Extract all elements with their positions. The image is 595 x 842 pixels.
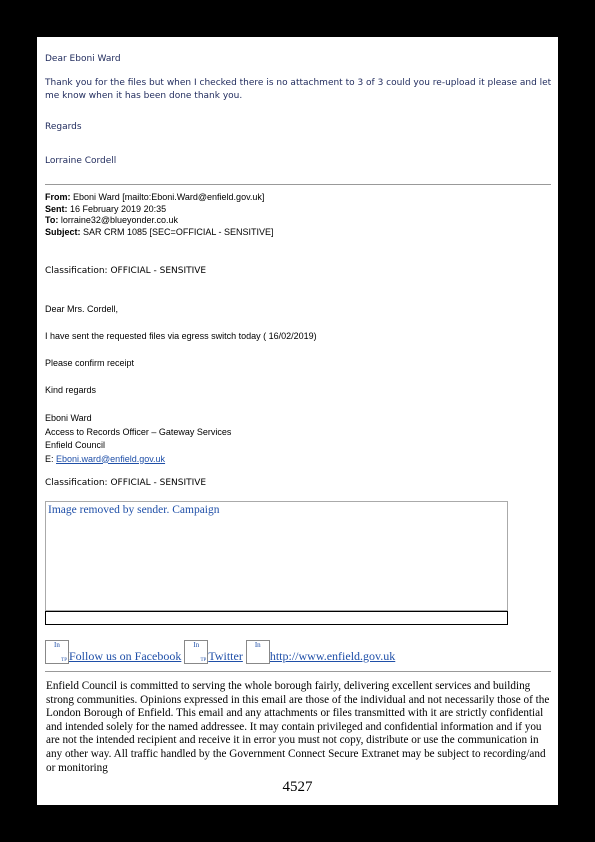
sig-email-label: E:: [45, 453, 57, 464]
campaign-banner-alt: Image removed by sender. Campaign: [48, 504, 220, 516]
reply-greeting: Dear Eboni Ward: [45, 54, 121, 64]
sent-value: 16 February 2019 20:35: [70, 203, 167, 214]
to-label: To:: [45, 215, 59, 225]
original-line1: I have sent the requested files via egress switch today ( 16/02/2019): [45, 331, 317, 341]
subject-row: [45, 227, 274, 239]
broken-image-icon: In TP: [184, 640, 208, 664]
sent-row: [45, 204, 274, 216]
social-links-row: [45, 640, 395, 664]
original-closing: Kind regards: [45, 385, 97, 395]
reply-signature: Lorraine Cordell: [45, 156, 117, 166]
broken-image-icon: In TP: [45, 640, 69, 664]
classification-top: Classification: OFFICIAL - SENSITIVE: [45, 266, 207, 276]
sent-label: Sent:: [45, 203, 68, 214]
sig-email-link[interactable]: Eboni.ward@enfield.gov.uk: [56, 453, 166, 464]
disclaimer-text: Enfield Council is committed to serving the whole borough fairly, delivering excellent services and building strong communities. Opinions expressed in this email are those of the individual and not necessarily those of the London Borough of Enfield. This email and any attachments or files transmitted with it are strictly confidential and intended solely for the named addressee. It may contain privileged and confidential information and if you are not the intended recipient and receive it in error you must not copy, distribute or use the communication in any other way. All traffic handled by the Government Connect Secure Extranet may be subject to recording/and or monitoring: [46, 680, 550, 774]
from-label: From:: [45, 192, 71, 202]
page-number: 4527: [282, 779, 313, 795]
website-link[interactable]: http://www.enfield.gov.uk: [269, 649, 396, 663]
broken-image-icon: In: [246, 640, 270, 664]
banner-bar: [45, 611, 508, 625]
sig-email-row: [45, 453, 231, 467]
reply-body: Thank you for the files but when I checked there is no attachment to 3 of 3 could you re-upload it please and let me know when it has been done thank you.: [45, 78, 552, 101]
sig-title: Access to Records Officer – Gateway Services: [45, 426, 232, 437]
reply-regards: Regards: [45, 122, 82, 132]
subject-label: Subject:: [45, 226, 81, 237]
facebook-link[interactable]: Follow us on Facebook: [69, 649, 182, 663]
classification-bottom: Classification: OFFICIAL - SENSITIVE: [45, 478, 207, 488]
to-row: [45, 215, 274, 227]
sig-org: Enfield Council: [45, 440, 106, 450]
footer-divider: [45, 671, 551, 672]
original-signature: [45, 412, 231, 466]
original-line2: Please confirm receipt: [45, 358, 135, 368]
from-value: Eboni Ward [mailto:Eboni.Ward@enfield.gov.uk]: [73, 192, 265, 202]
from-row: [45, 192, 274, 204]
campaign-banner-placeholder: [45, 501, 508, 611]
header-divider: [45, 184, 551, 185]
subject-value: SAR CRM 1085 [SEC=OFFICIAL - SENSITIVE]: [83, 226, 274, 237]
to-value: lorraine32@blueyonder.co.uk: [60, 215, 179, 225]
email-header: [45, 192, 274, 238]
original-greeting: Dear Mrs. Cordell,: [45, 304, 119, 314]
sig-name: Eboni Ward: [45, 413, 92, 423]
document-page: [37, 37, 558, 805]
twitter-link[interactable]: Twitter: [208, 649, 243, 663]
